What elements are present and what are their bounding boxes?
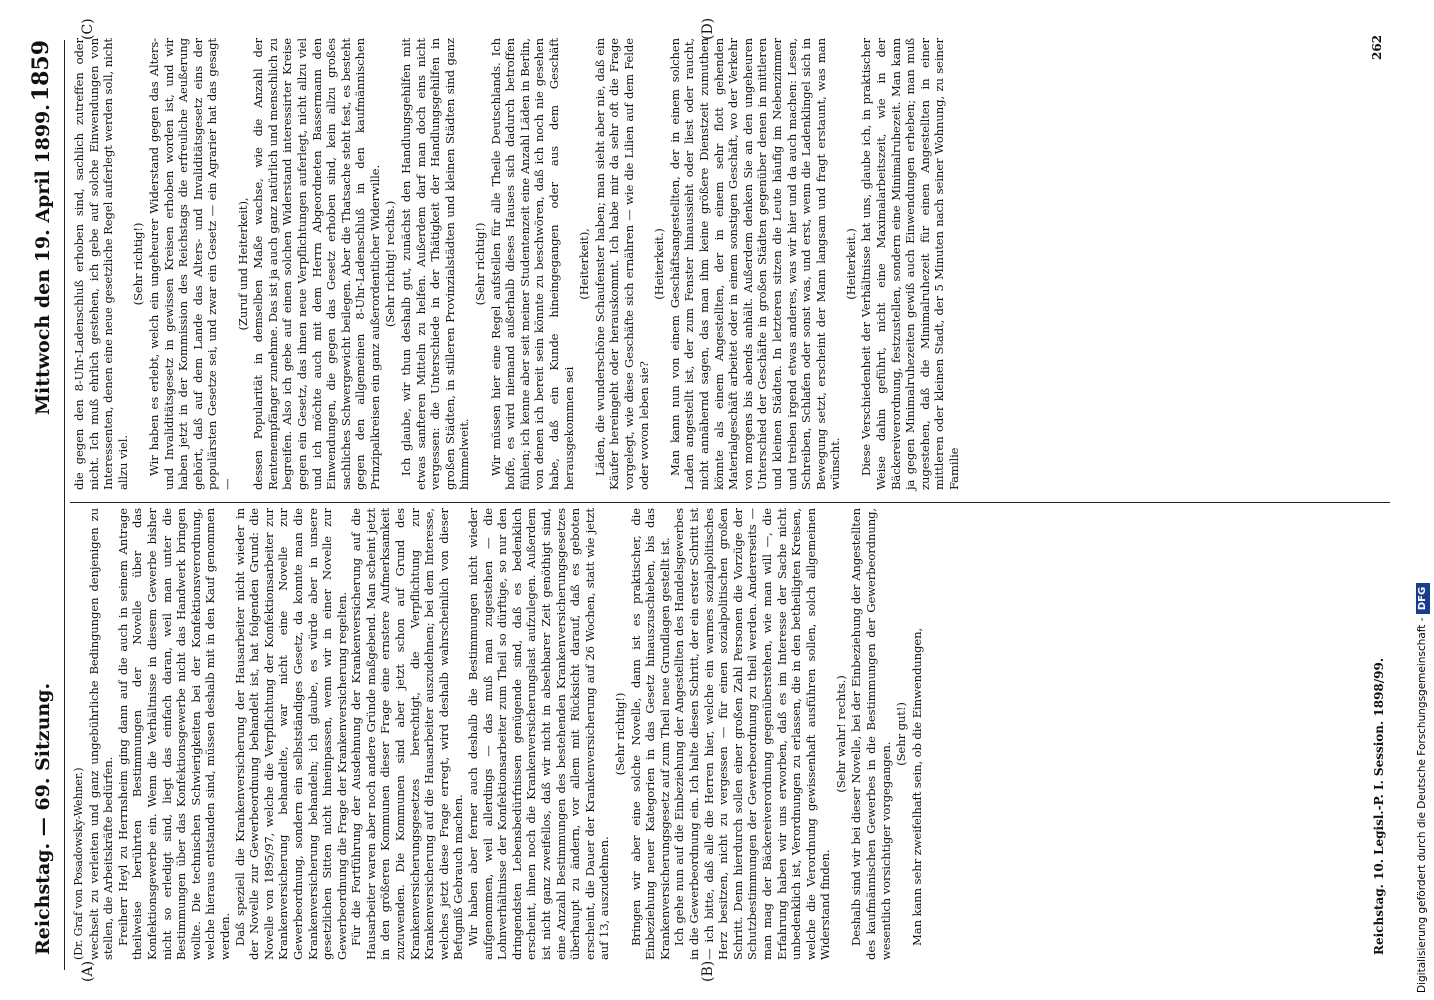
speaker-name: (Dr. Graf von Posadowsky-Wehner.)	[72, 767, 85, 960]
interjection: (Zuruf und Heiterkeit),	[235, 197, 250, 331]
interjection: (Sehr richtig!)	[473, 222, 488, 306]
interjection: (Sehr richtig! rechts.)	[383, 200, 398, 328]
margin-marker-b: (B)	[700, 960, 716, 982]
paragraph: Daß speziell die Krankenversicherung der Hausarbeiter nicht wieder in der Novelle zur Gewerbeordnung behandelt ist, hat folgenden Grund: die Novelle von 1895/97, welche die Verpflichtung der Konfektionsarbeiter zur Krankenversicherung behandelte, war nicht eine Novelle zur Gewerbeordnung, sondern ein selbstständiges Gesetz, da konnte man die Krankenversicherung behandeln; ich glaube, es würde aber in unsere gesetzlichen Sitten nicht hineinpassen, wenn wir in einer Novelle zur Gewerbeordnung die Frage der Krankenversicherung regelten.	[232, 508, 349, 960]
header-session: Reichstag. — 69. Sitzung.	[32, 682, 54, 955]
interjection: (Sehr gut!)	[894, 702, 909, 766]
column-divider	[70, 502, 1390, 503]
paragraph: Läden, die wunderschöne Schaufenster haben; man sieht aber nie, daß ein Käufer hereingeht oder herauskommt. Ich habe mir da sehr oft die Frage vorgelegt, wie diese Geschäfte sich ernähren — wie die Lilien auf dem Felde oder wovon leben sie?	[592, 38, 651, 490]
signature-mark: 262	[1370, 34, 1384, 60]
page-number: 1859	[28, 40, 54, 102]
interjection: (Heiterkeit),	[577, 228, 592, 300]
paragraph: Ich gehe nun auf die Einbeziehung der Angestellten des Handelsgewerbes in die Gewerbeordnung ein. Ich halte diesen Schritt, der ein erster Schritt ist — ich bitte, daß alle die Herren hier, welche ein warmes sozialpolitisches Herz besitzen, nicht zu vergessen — für einen sozialpolitischen großen Schritt. Denn hierdurch sollen einer großen Zahl Personen die Vorzüge der Schutzbestimmungen der Gewerbeordnung zu theil werden. Andererseits — man mag der Bäckereiverordnung gegenüberstehen, wie man will —, die Erfahrung haben wir uns erworben, daß es im Interesse der Sache nicht unbedenklich ist, Verordnungen zu erlassen, die in den betheiligten Kreisen, welche die Verordnung gewissenhaft ausführen sollen, solch allgemeinen Widerstand finden.	[672, 508, 833, 960]
margin-marker-c: (C)	[80, 18, 96, 40]
paragraph: Wir haben es erlebt, welch ein ungeheurer Widerstand gegen das Alters- und Invaliditätsgesetz in gewissen Kreisen erhoben worden ist, und wir haben jetzt in der Kommission des Reichstags die erfreuliche Aeußerung gehört, daß auf dem Lande das Alters- und Invaliditätsgesetz eins der populärsten Gesetze sei, und zwar ein Gesetz — ein Agrarier hat das gesagt —	[146, 38, 234, 490]
digitization-text: Digitalisierung gefördert durch die Deutsche Forschungsgemeinschaft -	[1416, 617, 1428, 993]
digitization-note	[1413, 8, 1431, 993]
paragraph: Deshalb sind wir bei dieser Novelle, bei der Einbeziehung der Angestellten des kaufmännischen Gewerbes in die Bestimmungen der Gewerbeordnung, wesentlich vorsichtiger vorgegangen.	[849, 508, 893, 960]
paragraph: Diese Verschiedenheit der Verhältnisse hat uns, glaube ich, in praktischer Weise dahin geführt, nicht eine Maximalarbeitszeit, wie in der Bäckereiverordnung, festzustellen, sondern eine Minimalruhezeit. Man kann ja gegen Minimalruhezeiten gewiß auch Einwendungen erheben; man muß zugestehen, daß die Minimalruhezeit für einen Angestellten in einer mittleren oder kleinen Stadt, der 5 Minuten nach seiner Wohnung, zu seiner Familie	[859, 38, 962, 490]
footer-publication: Reichstag. 10. Legisl.-P. I. Session. 1898/99.	[1372, 657, 1386, 955]
right-column	[72, 38, 962, 490]
interjection: (Sehr richtig!)	[131, 222, 146, 306]
margin-marker-a: (A)	[80, 960, 96, 982]
paragraph: die gegen den 8-Uhr-Ladenschluß erhoben sind, sachlich zutreffen oder nicht. Ich muß ehrlich gestehen, ich gebe auf solche Einwendungen von Interessenten, denen eine neue gesetzliche Regel auferlegt werden soll, nicht allzu viel.	[72, 38, 130, 490]
paragraph: Man kann nun von einem Geschäftsangestellten, der in einem solchen Laden angestellt ist, der zum Fenster hinaussieht oder liest oder raucht, nicht annähernd sagen, das man ihm keine größere Dienstzeit zumuthen könnte als einem Angestellten, der in einem sehr flott gehenden Materialgeschäft arbeitet oder in einem sonstigen Geschäft, wo der Verkehr von morgens bis abends anhält. Außerdem denken Sie an den ungeheuren Unterschied der Geschäfte in großen Städten gegenüber denen in mittleren und kleinen Städten. In letzteren sitzen die Leute häufig im Nebenzimmer und treiben irgend etwas anderes, was wir hier und da auch machen: Lesen, Schreiben, Schlafen oder sonst was, und erst, wenn die Ladenklingel sich in Bewegung setzt, erscheint der Mann langsam und fragt erstaunt, was man wünscht.	[667, 38, 843, 490]
header-rule	[64, 40, 65, 970]
interjection: (Heiterkeit.)	[843, 228, 858, 300]
paragraph: dessen Popularität in demselben Maße wachse, wie die Anzahl der Rentenempfänger zunehme. Das ist ja auch ganz natürlich und menschlich zu begreifen. Also ich gebe auf einen solchen Widerstand interessirter Kreise gegen ein Gesetz, das ihnen neue Verpflichtungen auferlegt, nicht allzu viel und ich möchte auch mit dem Herrn Abgeordneten Bassermann den Einwendungen, die gegen das Gesetz erhoben sind, kein allzu großes sachliches Schwergewicht beilegen. Aber die Thatsache steht fest, es besteht gegen den allgemeinen 8-Uhr-Ladenschluß in den kaufmännischen Prinzipalkreisen ein ganz außerordentlicher Widerwille.	[251, 38, 382, 490]
paragraph: Freiherr Heyl zu Herrnsheim ging dann auf die auch in seinem Antrage theilweise berührten Bestimmungen der Novelle über das Konfektionsgewerbe ein. Wenn die Verhältnisse in diesem Gewerbe bisher nicht so erledigt sind, liegt das einfach daran, weil man unter die Bestimmungen über das Konfektionsgewerbe nicht das Handwerk bringen wollte. Die technischen Schwierigkeiten bei der Konfektionsverordnung, welche hieraus entstanden sind, müssen deshalb mit in den Kauf genommen werden.	[115, 508, 232, 960]
paragraph: Wir müssen hier eine Regel aufstellen für alle Theile Deutschlands. Ich hoffe, es wird niemand außerhalb dieses Hauses sich dadurch betroffen fühlen; ich kenne aber seit meiner Studentenzeit eine Anzahl Läden in Berlin, von denen ich bereit sein könnte zu beschwören, daß ich noch nie gesehen habe, daß ein Kunde hineingegangen oder aus dem Geschäft herausgekommen sei	[488, 38, 576, 490]
interjection: (Heiterkeit.)	[652, 228, 667, 300]
paragraph: Wir haben aber ferner auch deshalb die Bestimmungen nicht wieder aufgenommen, weil allerdings — das muß man zugestehen — die Lohnverhältnisse der Konfektionsarbeiter zum Theil so dürftige, so nur den dringendsten Lebensbedürfnissen genügende sind, daß es bedenklich erscheint, ihnen noch die Krankenversicherungslast aufzulegen. Außerdem ist nicht ganz zweifellos, daß wir nicht in absehbarer Zeit genöthigt sind, eine Anzahl Bestimmungen des bestehenden Krankenversicherungsgesetzes überhaupt zu ändern, vor allem mit Rücksicht darauf, daß es geboten erscheint, die Dauer der Krankenversicherung auf 26 Wochen, statt wie jetzt auf 13, auszudehnen.	[466, 508, 612, 960]
paragraph: Bringen wir aber eine solche Novelle, dann ist es praktischer, die Einbeziehung neuer Kategorien in das Gesetz hinauszuschieben, bis das Krankenversicherungsgesetz auf zum Theil neue Grundlagen gestellt ist.	[628, 508, 672, 960]
header-date: Mittwoch den 19. April 1899.	[32, 104, 54, 415]
left-column	[72, 508, 924, 960]
paragraph: Für die Fortführung der Ausdehnung der Krankenversicherung auf die Hausarbeiter waren aber noch andere Gründe maßgebend. Man scheint jetzt in den größeren Kommunen dieser Frage eine ernstere Aufmerksamkeit zuzuwenden. Die Kommunen sind aber jetzt schon auf Grund des Krankenversicherungsgesetzes berechtigt, die Verpflichtung zur Krankenversicherung auf die Hausarbeiter auszudehnen; bei dem Interesse, welches jetzt diese Frage erregt, wird deshalb wahrscheinlich von dieser Befugniß Gebrauch machen.	[349, 508, 466, 960]
running-head	[28, 40, 62, 975]
paragraph: wechselt zu verleiten und ganz ungebührliche Bedingungen denjenigen zu stellen, die Arbeitskräfte bedürfen.	[86, 508, 116, 960]
paragraph: Man kann sehr zweifelhaft sein, ob die Einwendungen,	[909, 627, 924, 946]
interjection: (Sehr wahr! rechts.)	[833, 675, 848, 793]
interjection: (Sehr richtig!)	[612, 692, 627, 776]
dfg-logo: DFG	[1416, 583, 1430, 614]
paragraph: Ich glaube, wir thun deshalb gut, zunächst den Handlungsgehilfen mit etwas sanfteren Mitteln zu helfen. Außerdem darf man doch eins nicht vergessen: die Unterschiede in der Thätigkeit der Handlungsgehilfen in großen Städten, in stilleren Provinzialstädten und kleinen Städten sind ganz himmelweit.	[399, 38, 472, 490]
margin-marker-d: (D)	[700, 17, 716, 40]
